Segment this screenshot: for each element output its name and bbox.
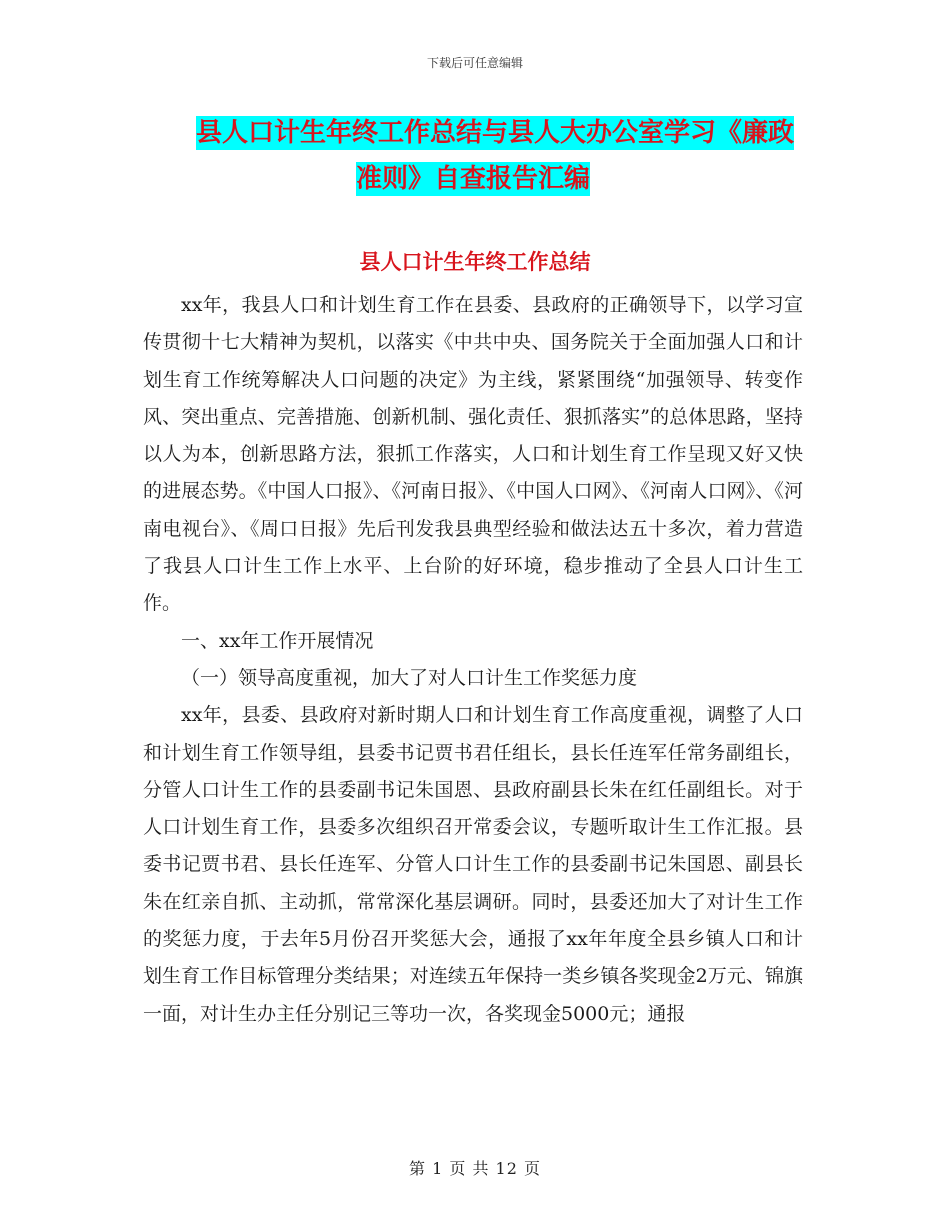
paragraph-intro: xx年，我县人口和计划生育工作在县委、县政府的正确领导下，以学习宣传贯彻十七大精神为契机，以落实《中共中央、国务院关于全面加强人口和计划生育工作统筹解决人口问题的决定》为主线，紧紧围绕“加强领导、转变作风、突出重点、完善措施、创新机制、强化责任、狠抓落实”的总体思路，坚持以人为本，创新思路方法，狠抓工作落实，人口和计划生育工作呈现又好又快的进展态势。《中国人口报》、《河南日报》、《中国人口网》、《河南人口网》、《河南电视台》、《周口日报》先后刊发我县典型经验和做法达五十多次，着力营造了我县人口计生工作上水平、上台阶的好环境，稳步推动了全县人口计生工作。: [143, 294, 803, 615]
section-title: 县人口计生年终工作总结: [359, 250, 591, 274]
paragraph-leadership: xx年，县委、县政府对新时期人口和计划生育工作高度重视，调整了人口和计划生育工作领导组，县委书记贾书君任组长，县长任连军任常务副组长，分管人口计生工作的县委副书记朱国恩、县政府副县长朱在红任副组长。对于人口计划生育工作，县委多次组织召开常委会议，专题听取计生工作汇报。县委书记贾书君、县长任连军、分管人口计生工作的县委副书记朱国恩、副县长朱在红亲自抓、主动抓，常常深化基层调研。同时，县委还加大了对计生工作的奖惩力度，于去年5月份召开奖惩大会，通报了xx年年度全县乡镇人口和计划生育工作目标管理分类结果；对连续五年保持一类乡镇各奖现金2万元、锦旗一面，对计生办主任分别记三等功一次，各奖现金5000元；通报: [143, 704, 803, 1025]
heading-subsection-1: （一）领导高度重视，加大了对人口计生工作奖惩力度: [181, 666, 638, 689]
title-highlight-2: 准则》自查报告汇编: [356, 164, 591, 194]
document-title-line-1: [196, 110, 816, 156]
document-title-line-2: [196, 156, 816, 202]
heading-section-1: 一、xx年工作开展情况: [181, 629, 374, 652]
document-title: [196, 110, 816, 202]
page-footer: 第 1 页 共 12 页: [409, 1159, 541, 1178]
header-note: 下载后可任意编辑: [426, 56, 523, 70]
title-highlight-1: 县人口计生年终工作总结与县人大办公室学习《廉政: [196, 118, 795, 148]
body-text: [143, 287, 803, 1033]
